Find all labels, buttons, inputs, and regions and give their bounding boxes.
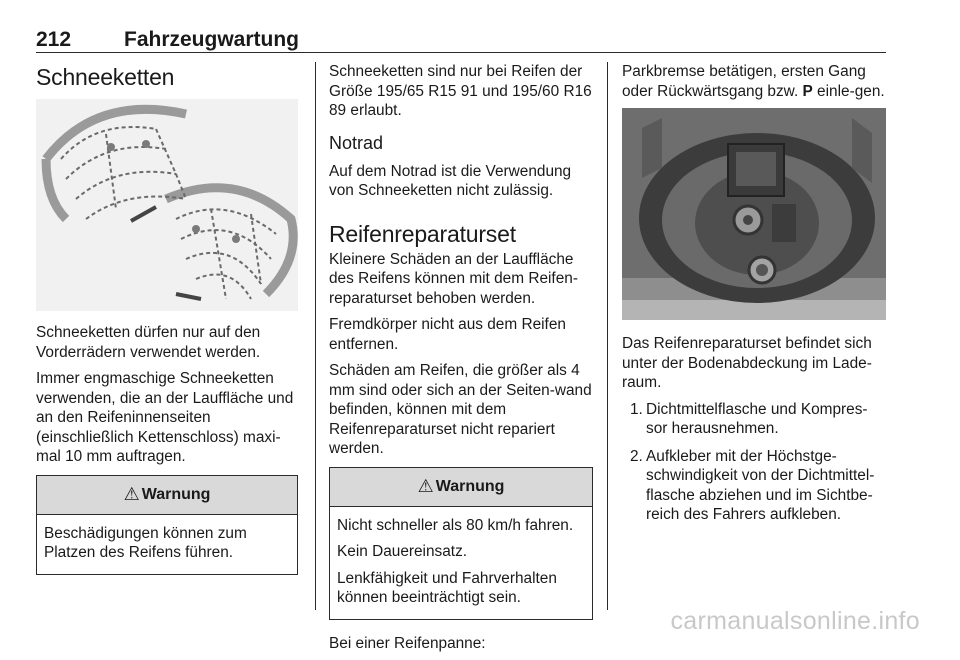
column-divider <box>607 62 608 610</box>
paragraph: Bei einer Reifenpanne: <box>329 634 486 652</box>
page-number: 212 <box>36 28 72 51</box>
section-heading-repair-kit: Reifenreparaturset <box>329 220 516 247</box>
warning-title: Warnung <box>141 485 211 503</box>
list-item: 2. Aufkleber mit der Höchstge-schwindigkeit von der Dichtmittel-flasche abziehen und im Sichtbe-reich des Fahrers aufkleben. <box>630 447 875 523</box>
warning-body <box>330 507 592 619</box>
section-heading-snow-chains: Schneeketten <box>36 64 175 90</box>
column-1 <box>36 62 298 589</box>
column-3 <box>622 62 886 533</box>
warning-title: Warnung <box>435 477 505 495</box>
list-item: 1. Dichtmittelflasche und Kompres-sor herausnehmen. <box>630 400 868 437</box>
paragraph: Schneeketten dürfen nur auf den Vorderrädern verwendet werden. <box>36 324 261 361</box>
warning-body <box>37 515 297 574</box>
paragraph: Immer engmaschige Schneeketten verwenden, die an der Lauffläche und an den Reifeninnenseiten (einschließlich Kettenschloss) maxi-mal 10 mm auftragen. <box>36 370 294 465</box>
snow-chains-icon <box>36 99 298 311</box>
repair-kit-photo <box>622 108 886 320</box>
warning-line: Kein Dauereinsatz. <box>337 543 468 560</box>
warning-line: Nicht schneller als 80 km/h fahren. <box>337 516 574 534</box>
paragraph: Das Reifenreparaturset befindet sich unter der Bodenabdeckung im Lade-raum. <box>622 335 872 391</box>
paragraph: Parkbremse betätigen, ersten Gang oder Rückwärtsgang bzw. P einle-gen. <box>622 63 885 100</box>
instruction-list <box>622 400 886 525</box>
column-2 <box>329 62 593 660</box>
warning-header <box>37 476 297 515</box>
warning-line: Lenkfähigkeit und Fahrverhalten können beeinträchtigt sein. <box>337 569 557 606</box>
snow-chains-illustration <box>36 99 298 311</box>
column-divider <box>315 62 316 610</box>
warning-icon: ⚠ <box>417 476 434 496</box>
page-header <box>36 26 886 53</box>
chapter-title: Fahrzeugwartung <box>124 28 300 51</box>
paragraph: Schäden am Reifen, die größer als 4 mm sind oder sich an der Seiten-wand befinden, können mit dem Reifenreparaturset nicht repariert werden. <box>329 362 592 457</box>
watermark: carmanualsonline.info <box>670 607 920 635</box>
section-heading-spare-wheel: Notrad <box>329 132 384 153</box>
paragraph: Schneeketten sind nur bei Reifen der Größe 195/65 R15 91 und 195/60 R16 89 erlaubt. <box>329 63 592 119</box>
warning-icon: ⚠ <box>123 484 140 504</box>
paragraph: Auf dem Notrad ist die Verwendung von Schneeketten nicht zulässig. <box>329 162 572 199</box>
warning-text: Beschädigungen können zum Platzen des Reifens führen. <box>44 524 247 561</box>
trunk-repair-kit-icon <box>622 108 886 320</box>
warning-box <box>36 475 298 575</box>
gear-p-label: P <box>802 82 813 100</box>
paragraph: Fremdkörper nicht aus dem Reifen entfernen. <box>329 316 566 353</box>
warning-header <box>330 468 592 507</box>
paragraph: Kleinere Schäden an der Lauffläche des Reifens können mit dem Reifen-reparaturset behoben werden. <box>329 250 578 307</box>
warning-box <box>329 467 593 620</box>
